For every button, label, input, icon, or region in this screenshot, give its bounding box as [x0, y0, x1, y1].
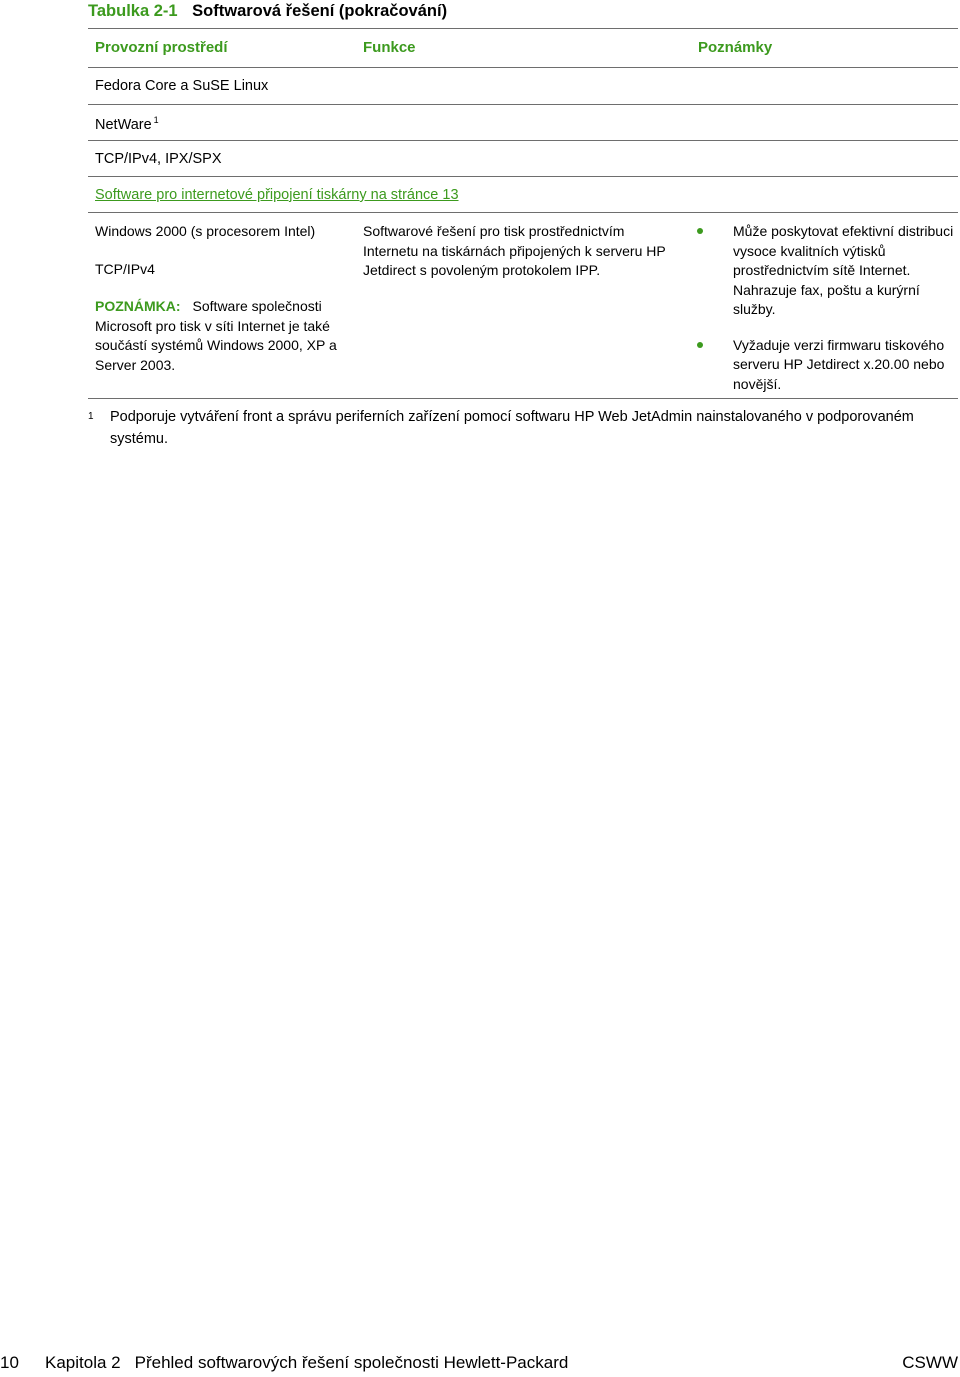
row-env-text: Fedora Core a SuSE Linux: [95, 78, 269, 94]
chapter-title: Přehled softwarových řešení společnosti Hewlett-Packard: [134, 1353, 569, 1372]
row-rule: [88, 176, 958, 177]
row-rule: [88, 140, 958, 141]
column-header-environment: Provozní prostředí: [95, 39, 228, 56]
main-row-function: Softwarové řešení pro tisk prostřednictvím Internetu na tiskárnách připojených k serveru HP Jetdirect s povoleným protokolem IPP.: [363, 223, 666, 278]
table-caption-number: Tabulka 2-1: [88, 2, 178, 20]
table-row: [95, 151, 222, 167]
header-rule: [88, 67, 958, 68]
footnote-reference[interactable]: 1: [153, 115, 159, 125]
notes-list: [697, 222, 957, 394]
footer-chapter: [45, 1353, 568, 1373]
table-footnote: [88, 406, 960, 450]
section-link[interactable]: Software pro internetové připojení tiskárny na stránce 13: [95, 187, 459, 203]
table-row: [95, 78, 268, 94]
main-row-environment: [95, 222, 355, 375]
footnote-text: Podporuje vytváření front a správu periferních zařízení pomocí softwaru HP Web JetAdmin nainstalovaného v podporovaném systému.: [110, 409, 914, 447]
main-row-notes: [697, 222, 957, 410]
list-item: [697, 336, 957, 395]
chapter-label: Kapitola 2: [45, 1353, 121, 1372]
table-caption: [88, 2, 447, 21]
row-env-text: TCP/IPv4, IPX/SPX: [95, 151, 222, 167]
note-item-text: Vyžaduje verzi firmwaru tiskového serveru HP Jetdirect x.20.00 nebo novější.: [733, 336, 945, 392]
table-row: [95, 115, 159, 133]
table-top-rule: [88, 28, 958, 29]
row-rule: [88, 104, 958, 105]
footnote-mark: 1: [88, 411, 94, 422]
page-number: 10: [0, 1353, 19, 1372]
locale-code: CSWW: [902, 1353, 958, 1372]
column-header-notes: Poznámky: [698, 39, 773, 56]
table-bottom-rule: [88, 398, 958, 399]
bullet-icon: [697, 228, 703, 234]
env-line-os: Windows 2000 (s procesorem Intel): [95, 223, 316, 239]
note-text: Software společnosti Microsoft pro tisk v síti Internet je také součástí systémů Windows 2000, XP a Server 2003.: [95, 298, 337, 373]
list-item: [697, 222, 957, 320]
note-block: [95, 297, 355, 375]
row-env-text: NetWare: [95, 117, 152, 133]
table-caption-title: Softwarová řešení (pokračování): [192, 2, 448, 20]
note-label: POZNÁMKA:: [95, 298, 181, 314]
column-header-function: Funkce: [363, 39, 416, 56]
env-line-protocol: TCP/IPv4: [95, 260, 155, 277]
bullet-icon: [697, 342, 703, 348]
row-rule: [88, 212, 958, 213]
note-item-text: Může poskytovat efektivní distribuci vysoce kvalitních výtisků prostřednictvím sítě Internet. Nahrazuje fax, poštu a kurýrní služby.: [733, 223, 954, 317]
